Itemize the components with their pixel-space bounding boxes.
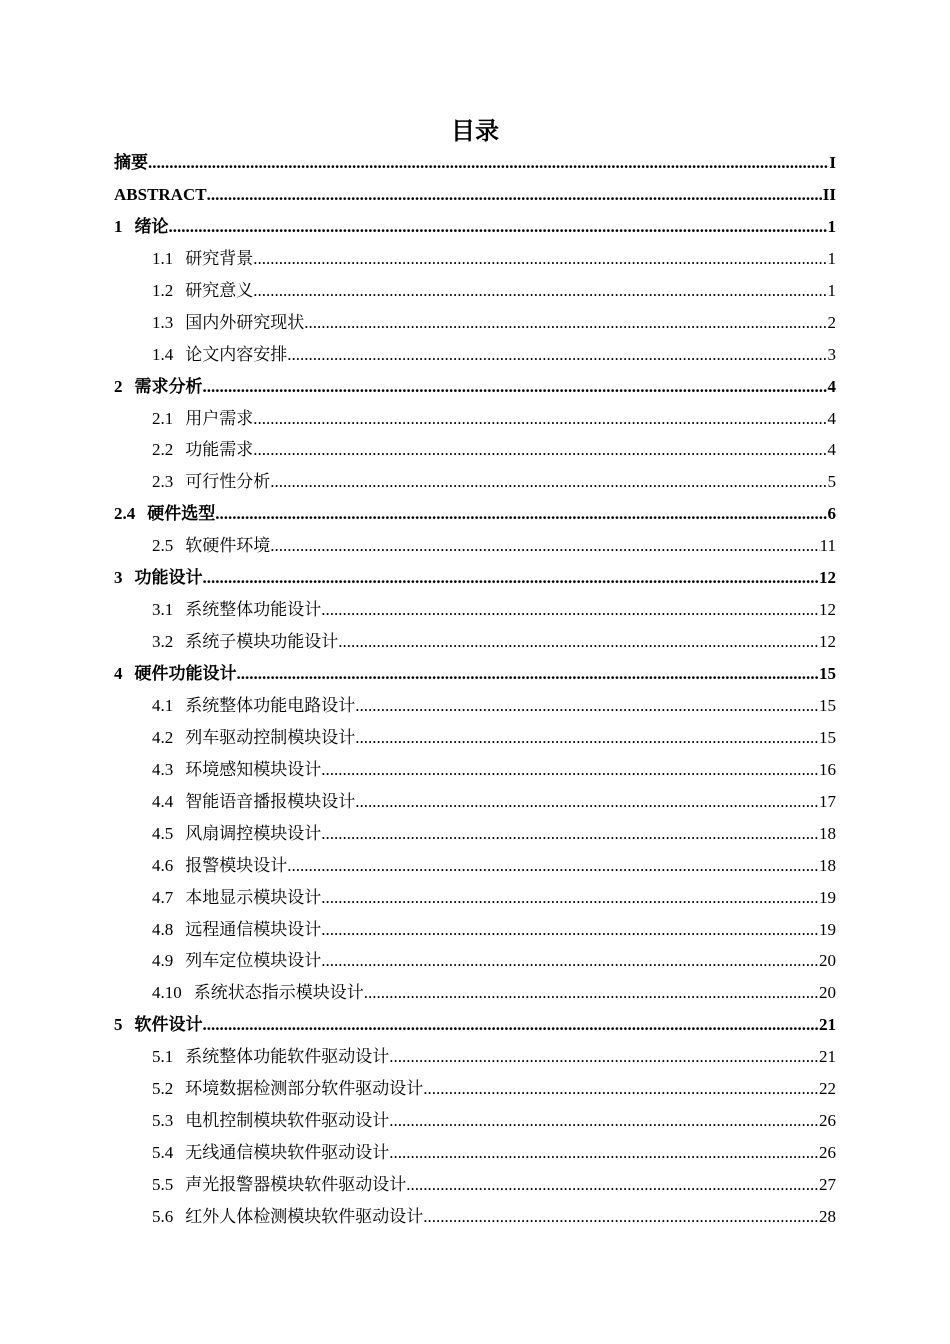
toc-entry-page-number: 1 <box>827 248 836 268</box>
toc-entry-page-number: 21 <box>819 1047 836 1067</box>
toc-entry[interactable] <box>114 594 836 626</box>
toc-entry[interactable] <box>114 882 836 914</box>
toc-entry-title: 报警模块设计 <box>185 855 288 875</box>
toc-entry-page-number: 1 <box>827 216 836 236</box>
toc-entry[interactable] <box>114 818 836 850</box>
toc-entry-page-number: 12 <box>819 600 836 620</box>
toc-dot-leader <box>321 754 819 786</box>
toc-entry-title: 列车定位模块设计 <box>185 951 322 971</box>
toc-entry[interactable] <box>114 1041 836 1073</box>
toc-entry-number: 3 <box>114 568 123 588</box>
toc-entry-page-number: 4 <box>827 376 836 396</box>
toc-entry-number: 4.2 <box>152 727 174 747</box>
toc-entry[interactable] <box>114 1169 836 1201</box>
toc-entry-number: 4.6 <box>152 855 174 875</box>
toc-entry[interactable] <box>114 307 836 339</box>
toc-entry-page-number: 2 <box>827 312 836 332</box>
toc-entry[interactable] <box>114 626 836 658</box>
toc-entry-page-number: 6 <box>827 504 836 524</box>
toc-entry[interactable] <box>114 1137 836 1169</box>
toc-entry-number: 4.7 <box>152 887 174 907</box>
toc-dot-leader <box>253 243 827 275</box>
toc-entry-title: 远程通信模块设计 <box>185 919 322 939</box>
toc-dot-leader <box>203 371 828 403</box>
toc-entry-number: 1.2 <box>152 280 174 300</box>
toc-entry-page-number: 12 <box>819 632 836 652</box>
toc-dot-leader <box>270 466 827 498</box>
toc-entry-title: 功能设计 <box>134 568 203 588</box>
toc-entry-page-number: 3 <box>827 344 836 364</box>
toc-dot-leader <box>338 626 819 658</box>
toc-entry[interactable] <box>114 1105 836 1137</box>
toc-entry[interactable] <box>114 275 836 307</box>
toc-title: 目录 <box>451 117 499 145</box>
toc-entry-title: ABSTRACT <box>114 184 207 204</box>
toc-entry[interactable] <box>114 1073 836 1105</box>
toc-entry-number: 5.6 <box>152 1206 174 1226</box>
toc-entry-title: 系统状态指示模块设计 <box>193 983 364 1003</box>
toc-entry-number: 4.4 <box>152 791 174 811</box>
toc-entry-title: 需求分析 <box>134 376 203 396</box>
toc-entry-title: 国内外研究现状 <box>185 312 305 332</box>
toc-entry-title: 红外人体检测模块软件驱动设计 <box>185 1206 424 1226</box>
toc-entry-title: 硬件选型 <box>147 504 216 524</box>
toc-entry-number: 1.1 <box>152 248 174 268</box>
toc-dot-leader <box>389 1105 819 1137</box>
toc-entry-page-number: 4 <box>827 440 836 460</box>
toc-entry-page-number: 28 <box>819 1206 836 1226</box>
toc-entry[interactable] <box>114 754 836 786</box>
toc-entry-title: 系统整体功能电路设计 <box>185 695 356 715</box>
toc-dot-leader <box>423 1201 819 1233</box>
toc-entry-title: 论文内容安排 <box>185 344 288 364</box>
toc-entry-page-number: 16 <box>819 759 836 779</box>
toc-dot-leader <box>423 1073 819 1105</box>
toc-dot-leader <box>304 307 827 339</box>
toc-entry[interactable] <box>114 722 836 754</box>
toc-entry-title: 声光报警器模块软件驱动设计 <box>185 1175 407 1194</box>
toc-entry-page-number: 1 <box>827 280 836 300</box>
toc-entry-title: 硬件功能设计 <box>134 664 237 683</box>
toc-entry-title: 摘要 <box>114 153 148 172</box>
toc-entry-number: 2.2 <box>152 440 174 460</box>
toc-dot-leader <box>355 786 819 818</box>
toc-entry-page-number: 18 <box>819 823 836 843</box>
toc-entry[interactable] <box>114 530 836 562</box>
toc-entry[interactable] <box>114 147 836 179</box>
toc-entry-page-number: 15 <box>819 664 836 683</box>
toc-entry-page-number: 27 <box>819 1175 836 1194</box>
toc-entry[interactable] <box>114 1009 836 1041</box>
toc-list <box>114 147 836 1233</box>
toc-entry-number: 5.1 <box>152 1047 174 1067</box>
toc-entry[interactable] <box>114 786 836 818</box>
toc-entry-page-number: 26 <box>819 1111 836 1131</box>
toc-entry-title: 智能语音播报模块设计 <box>185 791 356 811</box>
toc-entry-page-number: 22 <box>819 1079 836 1099</box>
toc-entry-number: 2 <box>114 376 123 396</box>
toc-dot-leader <box>253 403 827 435</box>
toc-entry-page-number: 15 <box>819 727 836 747</box>
toc-entry-title: 系统整体功能设计 <box>185 600 322 620</box>
toc-entry-title: 系统整体功能软件驱动设计 <box>185 1047 390 1067</box>
toc-entry-number: 5.3 <box>152 1111 174 1131</box>
toc-entry-title: 列车驱动控制模块设计 <box>185 727 356 747</box>
toc-entry-page-number: 20 <box>819 983 836 1003</box>
toc-dot-leader <box>148 147 829 179</box>
toc-entry[interactable] <box>114 850 836 882</box>
toc-dot-leader <box>253 434 827 466</box>
toc-entry-number: 5.2 <box>152 1079 174 1099</box>
toc-entry-page-number: 4 <box>827 408 836 428</box>
toc-entry-number: 5 <box>114 1015 123 1035</box>
toc-entry[interactable] <box>114 690 836 722</box>
toc-entry[interactable] <box>114 914 836 946</box>
toc-dot-leader <box>287 339 827 371</box>
toc-entry-number: 2.4 <box>114 504 136 524</box>
toc-entry-page-number: 18 <box>819 855 836 875</box>
toc-entry-title: 电机控制模块软件驱动设计 <box>185 1111 390 1131</box>
toc-entry-title: 研究背景 <box>185 248 254 268</box>
toc-entry-title: 可行性分析 <box>185 472 271 492</box>
toc-dot-leader <box>355 690 819 722</box>
toc-dot-leader <box>321 594 819 626</box>
toc-dot-leader <box>321 882 819 914</box>
toc-entry-title: 风扇调控模块设计 <box>185 823 322 843</box>
toc-dot-leader <box>389 1137 819 1169</box>
toc-entry[interactable] <box>114 243 836 275</box>
toc-entry-number: 2.1 <box>152 408 174 428</box>
toc-entry-page-number: 11 <box>819 536 836 556</box>
toc-entry-number: 4.8 <box>152 919 174 939</box>
toc-entry-page-number: 15 <box>819 695 836 715</box>
toc-entry[interactable] <box>114 371 836 403</box>
toc-entry-number: 1.4 <box>152 344 174 364</box>
toc-entry-title: 软硬件环境 <box>185 536 271 556</box>
toc-entry-page-number: 5 <box>827 472 836 492</box>
toc-entry-title: 软件设计 <box>134 1015 203 1035</box>
toc-entry[interactable] <box>114 498 836 530</box>
toc-entry-number: 4.3 <box>152 759 174 779</box>
toc-entry-number: 4.10 <box>152 983 182 1003</box>
toc-dot-leader <box>270 530 819 562</box>
toc-dot-leader <box>364 977 819 1009</box>
toc-dot-leader <box>321 945 819 977</box>
toc-dot-leader <box>169 211 828 243</box>
toc-entry-number: 5.5 <box>152 1175 174 1194</box>
toc-entry-page-number: 20 <box>819 951 836 971</box>
toc-dot-leader <box>287 850 819 882</box>
toc-entry[interactable] <box>114 434 836 466</box>
toc-entry-number: 3.2 <box>152 632 174 652</box>
toc-entry[interactable] <box>114 466 836 498</box>
toc-dot-leader <box>355 722 819 754</box>
toc-entry-title: 环境数据检测部分软件驱动设计 <box>185 1079 424 1099</box>
toc-entry-title: 环境感知模块设计 <box>185 759 322 779</box>
toc-entry-number: 1.3 <box>152 312 174 332</box>
toc-entry-page-number: 26 <box>819 1143 836 1163</box>
toc-entry-page-number: 21 <box>819 1015 836 1035</box>
toc-entry-title: 功能需求 <box>185 440 254 460</box>
toc-entry-number: 4.5 <box>152 823 174 843</box>
toc-entry-number: 2.5 <box>152 536 174 556</box>
toc-entry-title: 研究意义 <box>185 280 254 300</box>
toc-dot-leader <box>237 658 820 690</box>
toc-entry-number: 3.1 <box>152 600 174 620</box>
toc-entry-title: 无线通信模块软件驱动设计 <box>185 1143 390 1163</box>
toc-entry-page-number: 19 <box>819 887 836 907</box>
toc-entry-title: 绪论 <box>134 216 169 236</box>
toc-dot-leader <box>321 914 819 946</box>
toc-dot-leader <box>207 179 823 211</box>
toc-entry-number: 1 <box>114 216 123 236</box>
toc-entry[interactable] <box>114 211 836 243</box>
toc-dot-leader <box>389 1041 819 1073</box>
toc-entry-number: 2.3 <box>152 472 174 492</box>
toc-entry[interactable] <box>114 339 836 371</box>
toc-entry-title: 系统子模块功能设计 <box>185 632 339 652</box>
toc-entry[interactable] <box>114 945 836 977</box>
toc-entry[interactable] <box>114 179 836 211</box>
toc-entry-number: 4.9 <box>152 951 174 971</box>
toc-dot-leader <box>215 498 827 530</box>
toc-entry-page-number: 19 <box>819 919 836 939</box>
toc-dot-leader <box>203 562 820 594</box>
toc-entry-number: 4.1 <box>152 695 174 715</box>
toc-entry-page-number: 17 <box>819 791 836 811</box>
toc-entry-title: 用户需求 <box>185 408 254 428</box>
toc-entry[interactable] <box>114 562 836 594</box>
toc-dot-leader <box>203 1009 820 1041</box>
toc-dot-leader <box>253 275 827 307</box>
toc-entry-title: 本地显示模块设计 <box>185 887 322 907</box>
toc-entry-number: 5.4 <box>152 1143 174 1163</box>
toc-entry[interactable] <box>114 977 836 1009</box>
toc-entry[interactable] <box>114 403 836 435</box>
toc-dot-leader <box>406 1169 819 1201</box>
toc-entry-page-number: 12 <box>819 568 836 588</box>
toc-entry-page-number: I <box>829 153 836 172</box>
toc-entry[interactable] <box>114 1201 836 1233</box>
toc-entry-number: 4 <box>114 664 123 683</box>
toc-entry[interactable] <box>114 658 836 690</box>
toc-dot-leader <box>321 818 819 850</box>
toc-entry-page-number: II <box>822 184 836 204</box>
